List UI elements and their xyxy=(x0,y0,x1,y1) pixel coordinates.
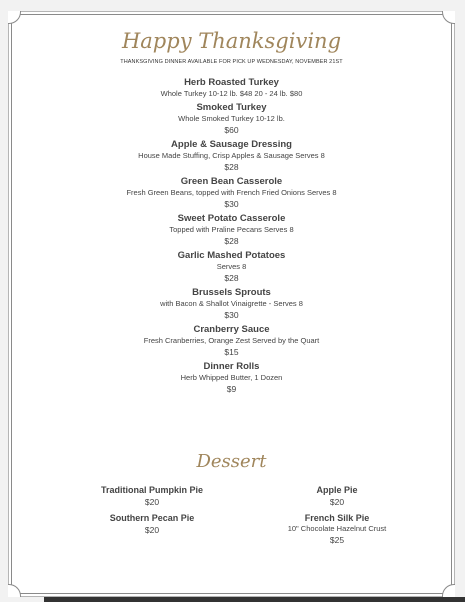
item-price: $30 xyxy=(224,310,239,320)
menu-items xyxy=(12,77,451,398)
dessert-price: $20 xyxy=(144,497,160,507)
corner-ornament xyxy=(442,584,455,597)
item-desc: Fresh Green Beans, topped with French Fried Onions Serves 8 xyxy=(126,188,337,197)
item-name: Smoked Turkey xyxy=(196,102,267,113)
corner-ornament xyxy=(8,11,21,24)
item-desc: House Made Stuffing, Crisp Apples & Sausage Serves 8 xyxy=(138,151,325,160)
item-name: Apple & Sausage Dressing xyxy=(171,139,292,150)
dessert-price: $20 xyxy=(329,497,345,507)
dessert-heading: Dessert xyxy=(196,451,267,472)
menu-item xyxy=(12,250,451,284)
item-name: Cranberry Sauce xyxy=(193,324,270,335)
dessert-name: French Silk Pie xyxy=(304,513,370,523)
menu-item xyxy=(12,77,451,99)
item-name: Sweet Potato Casserole xyxy=(177,213,286,224)
menu-item xyxy=(12,287,451,321)
dessert-column-right xyxy=(252,484,422,550)
item-name: Dinner Rolls xyxy=(203,361,260,372)
dessert-price: $20 xyxy=(144,525,160,535)
corner-ornament xyxy=(442,11,455,24)
item-desc: with Bacon & Shallot Vinaigrette - Serves 8 xyxy=(160,299,303,308)
item-desc: Whole Smoked Turkey 10-12 lb. xyxy=(178,114,285,123)
menu-item xyxy=(12,176,451,210)
item-price: $28 xyxy=(224,162,239,172)
item-desc: Whole Turkey 10-12 lb. $48 20 - 24 lb. $80 xyxy=(160,89,303,98)
menu-item xyxy=(12,139,451,173)
dessert-column-left xyxy=(67,484,237,540)
dessert-price: $25 xyxy=(329,535,345,545)
dessert-desc: 10" Chocolate Hazelnut Crust xyxy=(287,524,387,533)
dessert-name: Traditional Pumpkin Pie xyxy=(100,485,204,495)
menu-item xyxy=(12,361,451,395)
item-price: $28 xyxy=(224,236,239,246)
dessert-name: Apple Pie xyxy=(316,485,358,495)
menu-item xyxy=(12,324,451,358)
item-desc: Serves 8 xyxy=(216,262,247,271)
item-name: Green Bean Casserole xyxy=(180,176,283,187)
dessert-item xyxy=(252,512,422,546)
dessert-item xyxy=(252,484,422,508)
item-price: $15 xyxy=(224,347,239,357)
menu-title: Happy Thanksgiving xyxy=(121,29,342,53)
item-price: $28 xyxy=(224,273,239,283)
item-name: Garlic Mashed Potatoes xyxy=(177,250,286,261)
item-price: $60 xyxy=(224,125,239,135)
item-desc: Herb Whipped Butter, 1 Dozen xyxy=(180,373,283,382)
item-desc: Topped with Praline Pecans Serves 8 xyxy=(169,225,294,234)
menu-card xyxy=(11,14,452,594)
bottom-scrollbar[interactable] xyxy=(44,597,465,602)
corner-ornament xyxy=(8,584,21,597)
menu-item xyxy=(12,102,451,136)
item-price: $9 xyxy=(226,384,237,394)
item-name: Herb Roasted Turkey xyxy=(184,77,279,88)
item-price: $30 xyxy=(224,199,239,209)
item-name: Brussels Sprouts xyxy=(192,287,271,298)
dessert-item xyxy=(67,484,237,508)
dessert-name: Southern Pecan Pie xyxy=(109,513,195,523)
item-desc: Fresh Cranberries, Orange Zest Served by the Quart xyxy=(143,336,320,345)
menu-subtitle: THANKSGIVING DINNER AVAILABLE FOR PICK UP WEDNESDAY, NOVEMBER 21ST xyxy=(120,59,343,65)
dessert-item xyxy=(67,512,237,536)
menu-item xyxy=(12,213,451,247)
